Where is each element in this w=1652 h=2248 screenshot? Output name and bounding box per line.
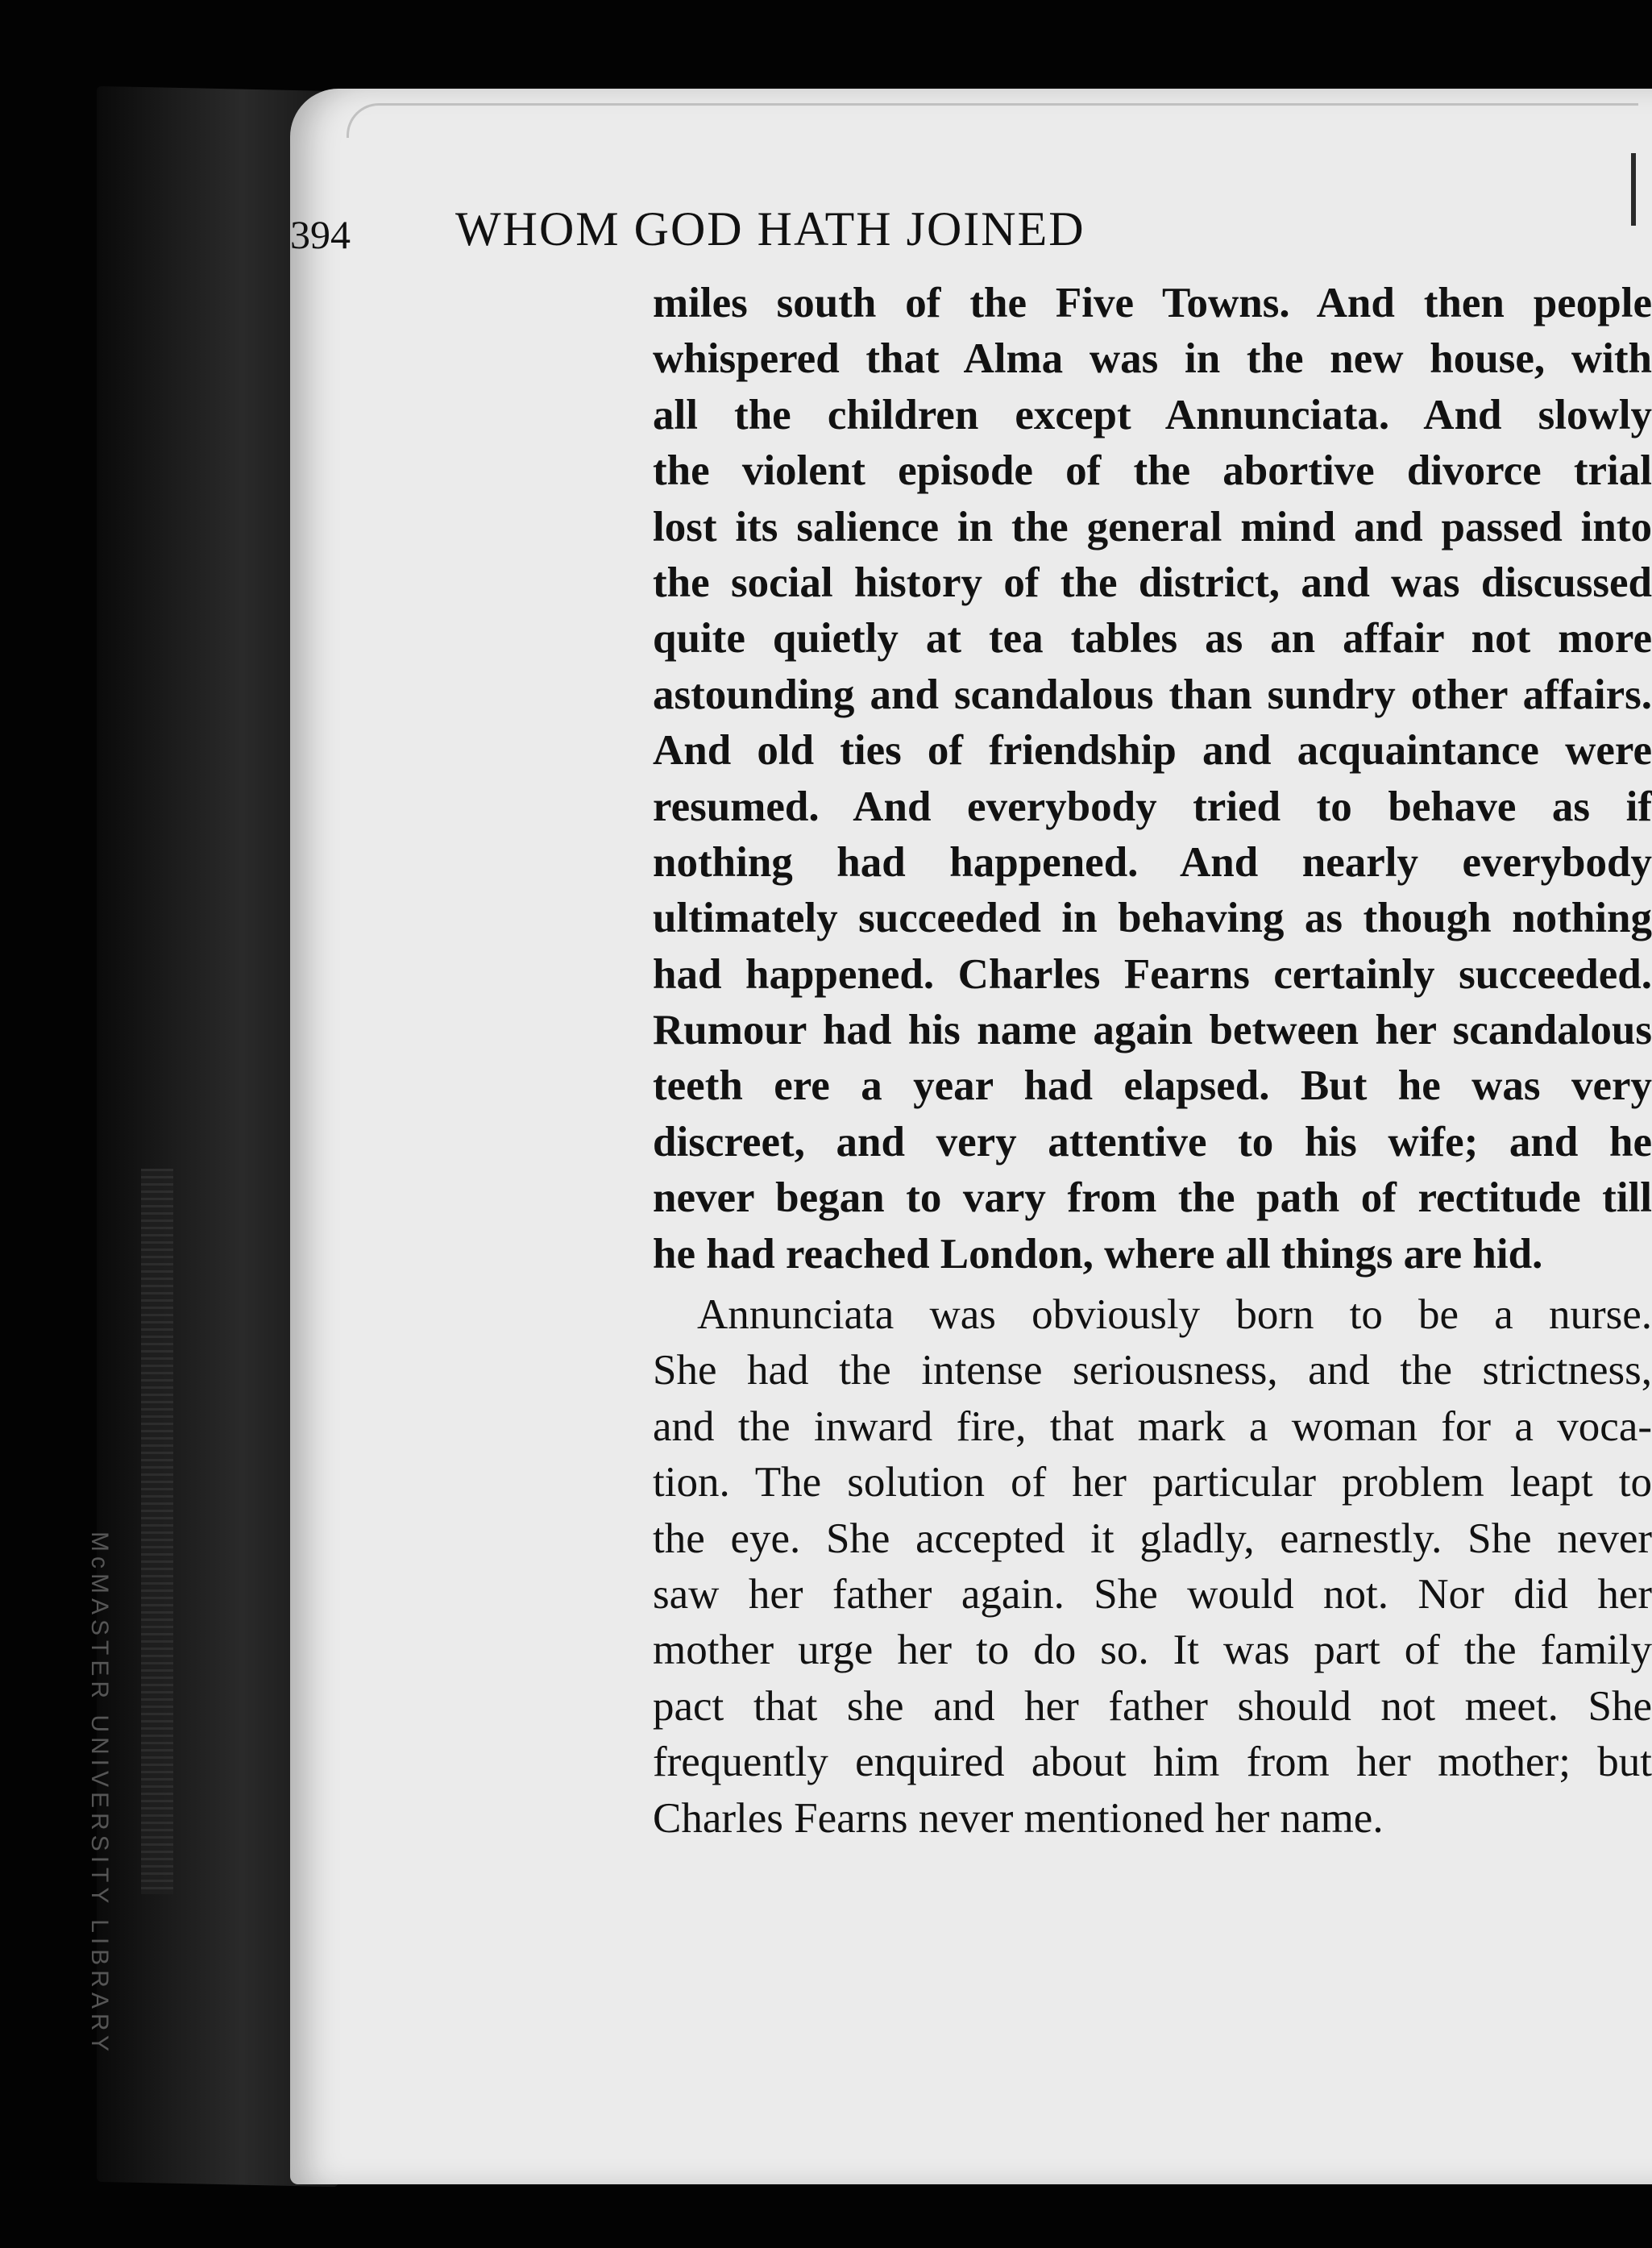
paragraph — [653, 276, 1652, 1282]
library-stamp: McMASTER UNIVERSITY LIBRARY — [86, 1531, 113, 2056]
page-edge-mark — [1631, 153, 1636, 226]
text-line: Annunciata was obviously born to be a nurse. — [697, 1291, 1652, 1339]
book-edge-texture — [141, 1169, 173, 1894]
text-line: lost its salience in the general mind and passed into — [653, 503, 1652, 551]
text-line: Charles Fearns never mentioned her name. — [653, 1794, 1384, 1842]
text-line: astounding and scandalous than sundry other affairs. — [653, 671, 1652, 718]
text-line: discreet, and very attentive to his wife; and he — [653, 1118, 1652, 1166]
text-line: ultimately succeeded in behaving as though nothing — [653, 895, 1652, 942]
text-line: pact that she and her father should not meet. She — [653, 1682, 1652, 1730]
text-line: quite quietly at tea tables as an affair not more — [653, 615, 1652, 663]
text-line: the eye. She accepted it gladly, earnestly. She never — [653, 1515, 1652, 1562]
paragraph — [653, 1287, 1652, 1847]
text-line: She had the intense seriousness, and the strictness, — [653, 1347, 1652, 1394]
text-line: saw her father again. She would not. Nor did her — [653, 1570, 1652, 1618]
text-line: frequently enquired about him from her mother; but — [653, 1739, 1652, 1786]
text-line: and the inward fire, that mark a woman for a voca- — [653, 1402, 1652, 1450]
text-line: never began to vary from the path of rectitude till — [653, 1174, 1652, 1222]
body-text — [653, 276, 1652, 1928]
text-line: had happened. Charles Fearns certainly succeeded. — [653, 950, 1652, 998]
page-number: 394 — [290, 212, 351, 257]
text-line: nothing had happened. And nearly everybody — [653, 838, 1652, 886]
text-line: the violent episode of the abortive divorce trial — [653, 447, 1652, 495]
text-line: resumed. And everybody tried to behave as if — [653, 783, 1652, 830]
text-line: tion. The solution of her particular problem leapt to — [653, 1459, 1652, 1506]
text-line: And old ties of friendship and acquaintance were — [653, 727, 1652, 775]
text-line: Rumour had his name again between her scandalous — [653, 1007, 1652, 1054]
text-line: all the children except Annunciata. And slowly — [653, 391, 1652, 438]
text-line: mother urge her to do so. It was part of the family — [653, 1627, 1652, 1674]
text-line: teeth ere a year had elapsed. But he was very — [653, 1062, 1652, 1110]
running-head-title: WHOM GOD HATH JOINED — [455, 202, 1085, 256]
text-line: whispered that Alma was in the new house, with — [653, 335, 1652, 383]
text-line: he had reached London, where all things are hid. — [653, 1230, 1543, 1278]
text-line: miles south of the Five Towns. And then people — [653, 280, 1652, 326]
text-line: the social history of the district, and was discussed — [653, 559, 1652, 606]
